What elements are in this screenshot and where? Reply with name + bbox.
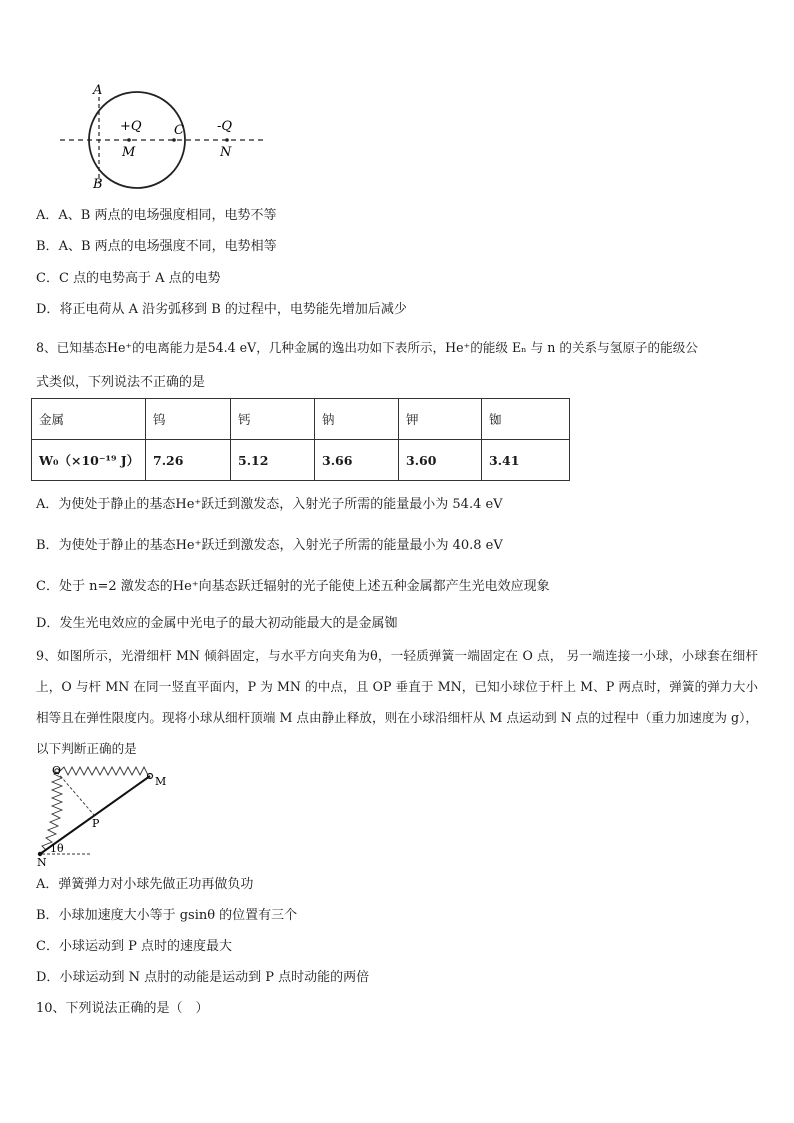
- label-c: C: [174, 123, 184, 138]
- label-plus-q: +Q: [120, 119, 142, 134]
- label-minus-q: -Q: [217, 119, 233, 134]
- label-b: B: [93, 177, 103, 192]
- option-text: 小球加速度大小等于 gsinθ 的位置有三个: [58, 908, 298, 923]
- option-letter: C．: [36, 271, 59, 286]
- option-text: 为使处于静止的基态He⁺跃迁到激发态，入射光子所需的能量最小为 40.8 eV: [58, 538, 503, 553]
- q7-option-d: [36, 301, 407, 319]
- option-text: 发生光电效应的金属中光电子的最大初动能最大的是金属铷: [59, 616, 398, 631]
- option-letter: B．: [36, 538, 59, 553]
- work-function-table: [31, 398, 570, 481]
- table-cell: 金属: [32, 399, 146, 440]
- table-cell: 钠: [315, 399, 399, 440]
- option-text: A、B 两点的电场强度不同，电势相等: [58, 239, 277, 254]
- option-letter: D．: [36, 302, 60, 317]
- inclined-rod-figure: [30, 760, 190, 870]
- op-dashed: [57, 772, 94, 815]
- option-text: 将正电荷从 A 沿劣弧移到 B 的过程中，电势能先增加后减少: [59, 302, 407, 317]
- q9-option-c: [36, 938, 232, 956]
- option-text: 处于 n=2 激发态的He⁺向基态跃迁辐射的光子能使上述五种金属都产生光电效应现象: [58, 579, 550, 594]
- option-text: 小球运动到 N 点肘的动能是运动到 P 点时动能的两倍: [59, 970, 370, 985]
- table-header-row: [32, 399, 570, 440]
- label-theta: 1θ: [50, 842, 64, 855]
- q9-option-a: [36, 876, 253, 894]
- label-m: M: [122, 145, 136, 160]
- option-letter: B．: [36, 908, 59, 923]
- q9-option-b: [36, 907, 297, 925]
- q8-stem-line1: 8、已知基态He⁺的电离能力是54.4 eV，几种金属的逸出功如下表所示，He⁺的能级 Eₙ 与 n 的关系与氢原子的能级公: [36, 340, 698, 355]
- option-text: A、B 两点的电场强度相同，电势不等: [58, 208, 277, 223]
- point-c: [172, 138, 176, 142]
- q8-option-c: [36, 578, 550, 596]
- spring-to-m: [60, 767, 148, 775]
- table-cell: 钙: [231, 399, 315, 440]
- label-m: M: [155, 775, 167, 788]
- q8-option-a: [36, 496, 503, 514]
- option-letter: A．: [36, 497, 59, 512]
- table-cell: W₀（×10⁻¹⁹ J）: [32, 440, 146, 481]
- label-a: A: [93, 83, 103, 98]
- label-n: N: [220, 145, 232, 160]
- label-p: P: [92, 817, 100, 830]
- option-letter: B．: [36, 239, 59, 254]
- option-letter: A．: [36, 877, 59, 892]
- option-letter: D．: [36, 970, 60, 985]
- q8-option-d: [36, 615, 397, 633]
- option-letter: C．: [36, 939, 59, 954]
- table-row: [32, 440, 570, 481]
- option-text: 小球运动到 P 点时的速度最大: [58, 939, 232, 954]
- option-letter: D．: [36, 616, 60, 631]
- charge-circle-figure: [50, 80, 280, 195]
- point-m: [127, 138, 131, 142]
- q7-option-c: [36, 270, 221, 288]
- q8-stem-line2: 式类似，下列说法不正确的是: [36, 375, 206, 390]
- q10-stem: 10、下列说法正确的是（ ）: [36, 1001, 209, 1016]
- option-letter: A．: [36, 208, 59, 223]
- table-cell: 钨: [146, 399, 231, 440]
- option-letter: C．: [36, 579, 59, 594]
- option-text: C 点的电势高于 A 点的电势: [58, 271, 221, 286]
- table-cell: 3.41: [482, 440, 570, 481]
- q7-option-a: [36, 207, 276, 225]
- q7-option-b: [36, 238, 277, 256]
- table-cell: 3.66: [315, 440, 399, 481]
- table-cell: 5.12: [231, 440, 315, 481]
- table-cell: 3.60: [399, 440, 482, 481]
- q9-option-d: [36, 969, 369, 987]
- table-cell: 铷: [482, 399, 570, 440]
- label-o: O: [52, 764, 62, 777]
- q8-option-b: [36, 537, 503, 555]
- option-text: 为使处于静止的基态He⁺跃迁到激发态，入射光子所需的能量最小为 54.4 eV: [58, 497, 503, 512]
- point-n: [225, 138, 229, 142]
- q9-stem: 9、如图所示，光滑细杆 MN 倾斜固定，与水平方向夹角为θ，一轻质弹簧一端固定在 O 点， 另一端连接一小球，小球套在细杆上，O 与杆 MN 在同一竖直平面内，P 为 MN 的中点，且 OP 垂直于 MN，已知小球位于杆上 M、P 两点时，弹簧的弹力大小相等且在弹性限度内。现将小球从细杆顶端 M 点由静止释放，则在小球沿细杆从 M 点运动到 N 点的过程中（重力加速度为 g），以下判断正确的是: [36, 648, 758, 756]
- label-n: N: [37, 856, 47, 869]
- table-cell: 钾: [399, 399, 482, 440]
- option-text: 弹簧弹力对小球先做正功再做负功: [58, 877, 254, 892]
- table-cell: 7.26: [146, 440, 231, 481]
